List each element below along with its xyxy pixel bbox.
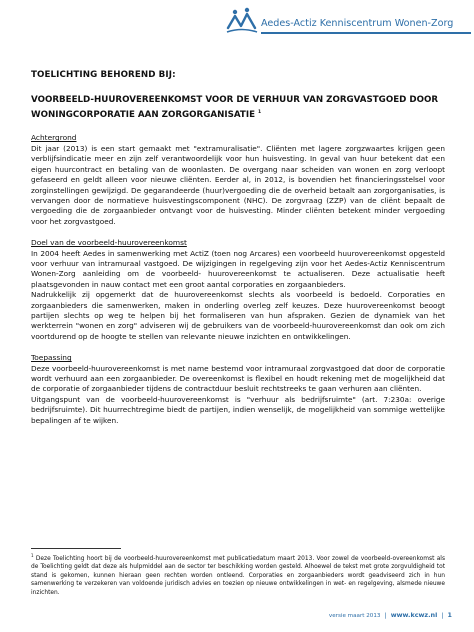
footnote-reference: 1 — [258, 109, 262, 115]
document-title: TOELICHTING BEHOREND BIJ: — [31, 70, 176, 80]
section-paragraph: In 2004 heeft Aedes in samenwerking met ActiZ (toen nog Arcares) een voorbeeld huurovereenkomst opgesteld voor verhuur van intramuraal vastgoed. De wijzigingen in regelgeving zijn voor het Aedes-Actiz Kenniscentrum Wonen-Zorg aanleiding om de voorbeeld- huurovereenkomst te actualiseren. Deze actualisatie heeft plaatsgevonden in nauw contact met een groot aantal corporaties en zorgaanbieders. — [31, 248, 445, 289]
logo-underline — [261, 32, 471, 34]
section-paragraph: Nadrukkelijk zij opgemerkt dat de huurovereenkomst slechts als voorbeeld is bedoeld. Corporaties en zorgaanbieders die samenwerken, maken in onderling overleg zelf keuzes. Deze huurovereenkomst beoogt partijen slechts op weg te helpen bij het formaliseren van hun afspraken. Gezien de dynamiek van het werkterrein "wonen en zorg" adviseren wij de gebruikers van de voorbeeld-huurovereenkomst dan ook om zich voortdurend op de hoogte te stellen van relevante nieuwe inzichten en ontwikkelingen. — [31, 290, 445, 341]
section-heading-achtergrond: Achtergrond — [31, 133, 77, 143]
footer-version: versie maart 2013 — [328, 613, 381, 619]
footnote-number: 1 — [31, 553, 34, 558]
footer-separator: | — [441, 611, 444, 619]
footer-separator: | — [384, 611, 387, 619]
footnote-divider — [31, 548, 121, 549]
footnote — [31, 552, 445, 597]
document-subtitle — [31, 95, 445, 121]
footnote-text: Deze Toelichting hoort bij de voorbeeld-huurovereenkomst met publicatiedatum maart 2013. Voor zowel de voorbeeld-overeenkomst als de Toelichting geldt dat deze als hulpmiddel aan de sector ter beschikking worden gesteld. Alhoewel de tekst met grote zorgvuldigheid tot stand is gekomen, kunnen hieraan geen rechten worden ontleend. Corporaties en zorgaanbieders wordt geadviseerd zich in hun samenwerking te verzekeren van voldoende juridisch advies en toezien op nieuwe ontwikkelingen in wet- en regelgeving, alsmede nieuwe inzichten. — [31, 555, 446, 596]
document-body — [31, 70, 445, 426]
page-number: 1 — [447, 611, 452, 619]
kcwz-logo-icon — [225, 6, 259, 36]
section-paragraph: Uitgangspunt van de voorbeeld-huurovereenkomst is "verhuur als bedrijfsruimte" (art. 7:230a: overige bedrijfsruimte). Dit huurrechtregime biedt de partijen, indien wenselijk, de mogelijkheid van sommige wettelijke bepalingen af te wijken. — [31, 394, 445, 425]
logo-text: Aedes-Actiz Kenniscentrum Wonen-Zorg — [261, 18, 454, 29]
section-paragraph: Dit jaar (2013) is een start gemaakt met "extramuralisatie". Cliënten met lagere zorgzwaartes krijgen geen verblijfsindicatie meer en zijn zelf verantwoordelijk voor hun huisvesting. In geval van huur betekent dat een eigen huurcontract en betaling van de woonlasten. De overgang naar scheiden van wonen en zorg verloopt gefaseerd en geldt alleen voor nieuwe cliënten. Eerder al, in 2012, is bovendien het financieringsstelsel voor zorginstellingen gewijzigd. De gegarandeerde (huur)vergoeding die de overheid betaalt aan zorgorganisaties, is vervangen door de normatieve huisvestingscomponent (NHC). De zorgvraag (ZZP) van de cliënt bepaalt de vergoeding die de zorgaanbieder ontvangt voor de huisvesting. Minder cliënten betekent minder vergoeding voor het zorgvastgoed. — [31, 143, 445, 226]
footer-url-link[interactable]: www.kcwz.nl — [390, 611, 438, 619]
section-heading-toepassing: Toepassing — [31, 353, 72, 363]
section-paragraph: Deze voorbeeld-huurovereenkomst is met name bestemd voor intramuraal zorgvastgoed dat door de corporatie wordt verhuurd aan een zorgaanbieder. De overeenkomst is flexibel en houdt rekening met de mogelijkheid dat de corporatie of zorgaanbieder tijdens de contractduur besluit rechtstreeks te gaan verhuren aan cliënten. — [31, 363, 445, 394]
section-heading-doel: Doel van de voorbeeld-huurovereenkomst — [31, 238, 187, 248]
header-logo — [225, 6, 471, 42]
page-footer — [329, 611, 452, 619]
document-subtitle-text: VOORBEELD-HUUROVEREENKOMST VOOR DE VERHUUR VAN ZORGVASTGOED DOOR WONINGCORPORATIE AAN ZORGORGANISATIE — [31, 95, 439, 120]
